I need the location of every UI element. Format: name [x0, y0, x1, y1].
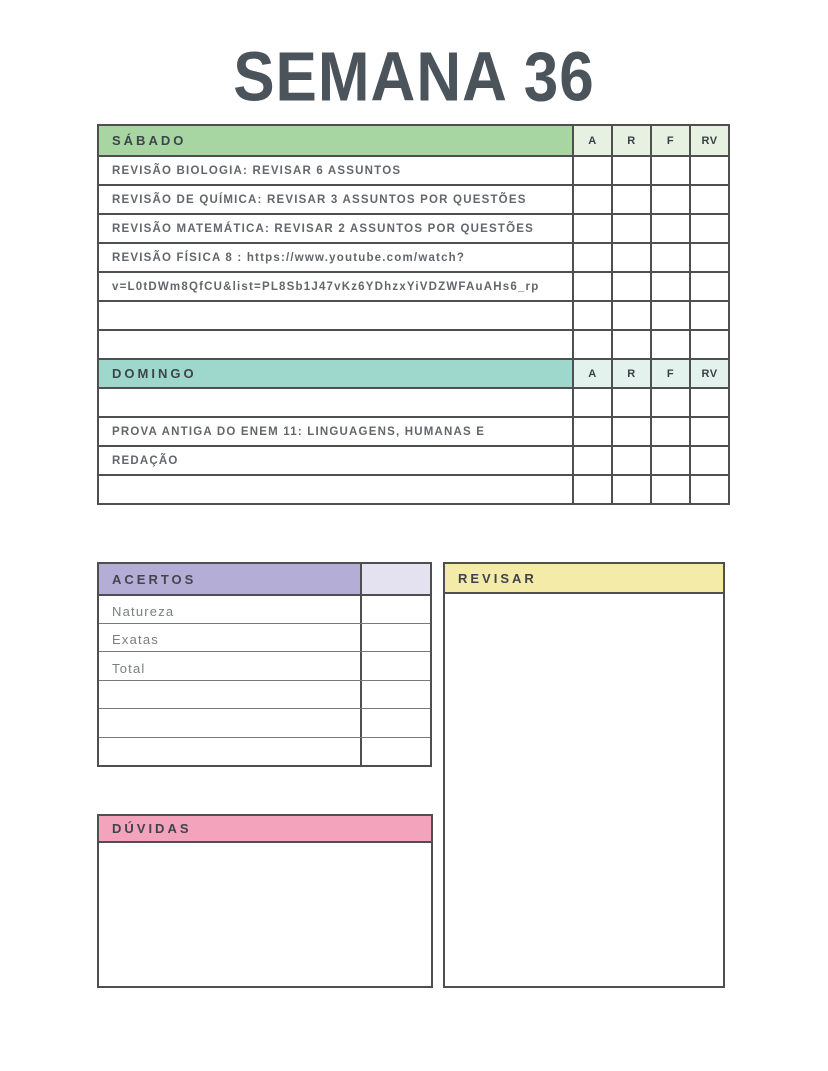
acertos-row-label: Natureza: [112, 603, 175, 619]
check-cell[interactable]: [572, 186, 611, 213]
acertos-row-empty: [99, 737, 430, 766]
task-row-empty: [99, 474, 728, 503]
revisar-header: REVISAR: [445, 564, 723, 594]
task-label: REVISÃO MATEMÁTICA: REVISAR 2 ASSUNTOS POR QUESTÕES: [112, 222, 535, 235]
check-cell[interactable]: [572, 331, 611, 358]
task-row-empty: [99, 387, 728, 416]
check-cell[interactable]: [650, 418, 689, 445]
check-cell[interactable]: [572, 244, 611, 271]
check-cell[interactable]: [689, 447, 728, 474]
check-cell[interactable]: [611, 186, 650, 213]
check-cell[interactable]: [650, 331, 689, 358]
check-cell[interactable]: [689, 302, 728, 329]
check-cell[interactable]: [572, 302, 611, 329]
check-cell[interactable]: [611, 244, 650, 271]
task-label-blank[interactable]: [99, 302, 572, 329]
acertos-header-row: [99, 564, 430, 594]
check-cell[interactable]: [650, 476, 689, 503]
task-label: v=L0tDWm8QfCU&list=PL8Sb1J47vKz6YDhzxYiVDZWFAuAHs6_rp: [112, 280, 540, 293]
acertos-row-empty: [99, 708, 430, 737]
acertos-table: [97, 562, 432, 767]
weekend-table: [97, 124, 730, 505]
check-cell[interactable]: [689, 244, 728, 271]
task-row: [99, 155, 728, 184]
check-cell[interactable]: [689, 186, 728, 213]
task-row-empty: [99, 300, 728, 329]
acertos-value-header-cell: [360, 564, 430, 594]
check-cell[interactable]: [689, 215, 728, 242]
acertos-row-empty: [99, 680, 430, 709]
check-cell[interactable]: [572, 215, 611, 242]
check-cell[interactable]: [572, 476, 611, 503]
check-cell[interactable]: [611, 331, 650, 358]
column-header-a: A: [572, 126, 611, 155]
acertos-row-label-blank[interactable]: [99, 738, 360, 766]
check-cell[interactable]: [611, 389, 650, 416]
check-cell[interactable]: [650, 157, 689, 184]
check-cell[interactable]: [650, 215, 689, 242]
check-cell[interactable]: [611, 302, 650, 329]
check-cell[interactable]: [650, 447, 689, 474]
check-cell[interactable]: [689, 273, 728, 300]
column-header-r: R: [611, 126, 650, 155]
task-row: [99, 213, 728, 242]
page-title: SEMANA 36: [233, 39, 595, 117]
score-cell[interactable]: [360, 709, 430, 737]
task-label: REDAÇÃO: [112, 454, 179, 467]
task-label-blank[interactable]: [99, 476, 572, 503]
duvidas-box: [97, 814, 433, 988]
task-label: REVISÃO BIOLOGIA: REVISAR 6 ASSUNTOS: [112, 164, 402, 177]
check-cell[interactable]: [611, 215, 650, 242]
column-header-r: R: [611, 360, 650, 387]
check-cell[interactable]: [572, 418, 611, 445]
duvidas-header: DÚVIDAS: [99, 816, 431, 843]
check-cell[interactable]: [611, 447, 650, 474]
check-cell[interactable]: [689, 418, 728, 445]
check-cell[interactable]: [572, 157, 611, 184]
check-cell[interactable]: [689, 331, 728, 358]
acertos-header: ACERTOS: [99, 564, 360, 594]
task-row: [99, 416, 728, 445]
check-cell[interactable]: [689, 157, 728, 184]
sunday-header-row: [99, 358, 728, 387]
check-cell[interactable]: [611, 476, 650, 503]
task-label: PROVA ANTIGA DO ENEM 11: LINGUAGENS, HUMANAS E: [112, 425, 486, 438]
score-cell[interactable]: [360, 681, 430, 709]
check-cell[interactable]: [650, 244, 689, 271]
column-header-f: F: [650, 360, 689, 387]
task-row: [99, 445, 728, 474]
column-header-rv: RV: [689, 360, 728, 387]
score-cell[interactable]: [360, 596, 430, 623]
score-cell[interactable]: [360, 624, 430, 652]
check-cell[interactable]: [689, 476, 728, 503]
task-label: REVISÃO DE QUÍMICA: REVISAR 3 ASSUNTOS POR QUESTÕES: [112, 193, 527, 206]
acertos-row-label-blank[interactable]: [99, 709, 360, 737]
check-cell[interactable]: [611, 418, 650, 445]
acertos-row: [99, 594, 430, 623]
acertos-row: [99, 651, 430, 680]
check-cell[interactable]: [650, 186, 689, 213]
saturday-header: SÁBADO: [99, 126, 572, 155]
task-label: REVISÃO FÍSICA 8 : https://www.youtube.com/watch?: [112, 251, 466, 264]
task-label-blank[interactable]: [99, 331, 572, 358]
acertos-row-label: Total: [112, 660, 146, 676]
check-cell[interactable]: [650, 389, 689, 416]
check-cell[interactable]: [650, 273, 689, 300]
task-row: [99, 271, 728, 300]
check-cell[interactable]: [572, 447, 611, 474]
task-row: [99, 242, 728, 271]
revisar-notes-area[interactable]: [445, 594, 723, 986]
check-cell[interactable]: [572, 273, 611, 300]
revisar-box: [443, 562, 725, 988]
check-cell[interactable]: [611, 273, 650, 300]
duvidas-notes-area[interactable]: [99, 843, 431, 984]
score-cell[interactable]: [360, 738, 430, 766]
task-row: [99, 184, 728, 213]
acertos-row-label-blank[interactable]: [99, 681, 360, 709]
acertos-row-label: Exatas: [112, 632, 159, 647]
check-cell[interactable]: [689, 389, 728, 416]
check-cell[interactable]: [611, 157, 650, 184]
task-label-blank[interactable]: [99, 389, 572, 416]
column-header-a: A: [572, 360, 611, 387]
score-cell[interactable]: [360, 652, 430, 680]
check-cell[interactable]: [572, 389, 611, 416]
check-cell[interactable]: [650, 302, 689, 329]
column-header-rv: RV: [689, 126, 728, 155]
saturday-header-row: [99, 126, 728, 155]
task-row-empty: [99, 329, 728, 358]
acertos-row: [99, 623, 430, 652]
sunday-header: DOMINGO: [99, 360, 572, 387]
column-header-f: F: [650, 126, 689, 155]
